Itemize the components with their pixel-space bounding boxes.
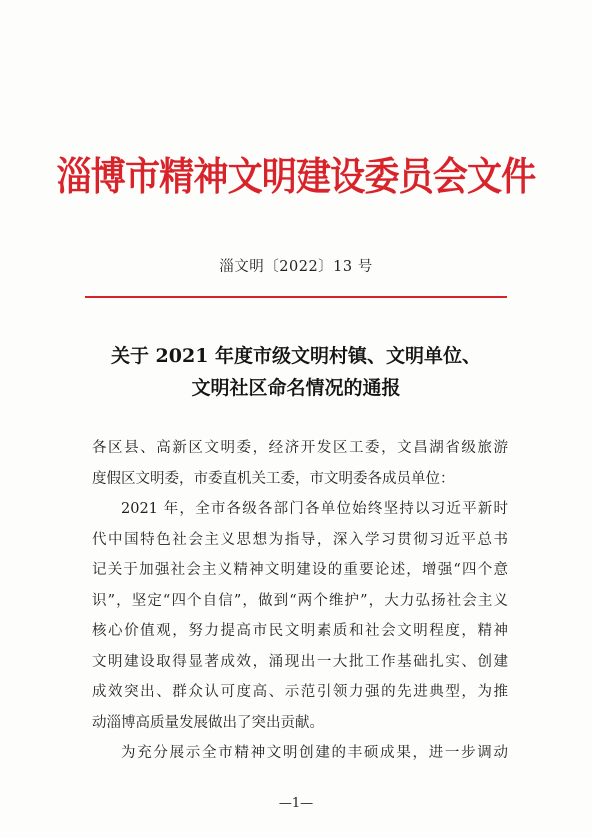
notice-title (0, 340, 592, 404)
body-line-8: 文明建设取得显著成效，涌现出一大批工作基础扎实、创建 (92, 653, 508, 670)
body-line-9: 成效突出、群众认可度高、示范引领力强的先进典型，为推 (92, 684, 508, 700)
page-number: —1— (278, 796, 314, 811)
notice-title-line-1: 关于 2021 年度市级文明村镇、文明单位、 (110, 345, 482, 367)
body-line-2: 度假区文明委，市委直机关工委，市文明委各成员单位： (92, 470, 455, 487)
body-line-6: 识”，坚定“四个自信”，做到“两个维护”，大力弘扬社会主义 (92, 592, 508, 609)
notice-title-line-2: 文明社区命名情况的通报 (191, 377, 401, 399)
red-separator-line (85, 296, 507, 298)
masthead-title: 淄博市精神文明建设委员会文件 (56, 154, 536, 200)
body-line-7: 核心价值观，努力提高市民文明素质和社会文明程度，精神 (92, 623, 508, 639)
body-line-3: 2021 年，全市各级各部门各单位始终坚持以习近平新时 (121, 501, 508, 517)
body-line-4: 代中国特色社会主义思想为指导，深入学习贯彻习近平总书 (92, 531, 508, 548)
body-line-5: 记关于加强社会主义精神文明建设的重要论述，增强“四个意 (92, 562, 508, 578)
body-line-10: 动淄博高质量发展做出了突出贡献。 (92, 714, 324, 731)
body-line-11: 为充分展示全市精神文明创建的丰硕成果，进一步调动 (121, 745, 508, 761)
document-number: 淄文明〔2022〕13 号 (219, 259, 373, 275)
notice-body (92, 433, 508, 769)
body-line-1: 各区县、高新区文明委，经济开发区工委，文昌湖省级旅游 (92, 440, 508, 456)
